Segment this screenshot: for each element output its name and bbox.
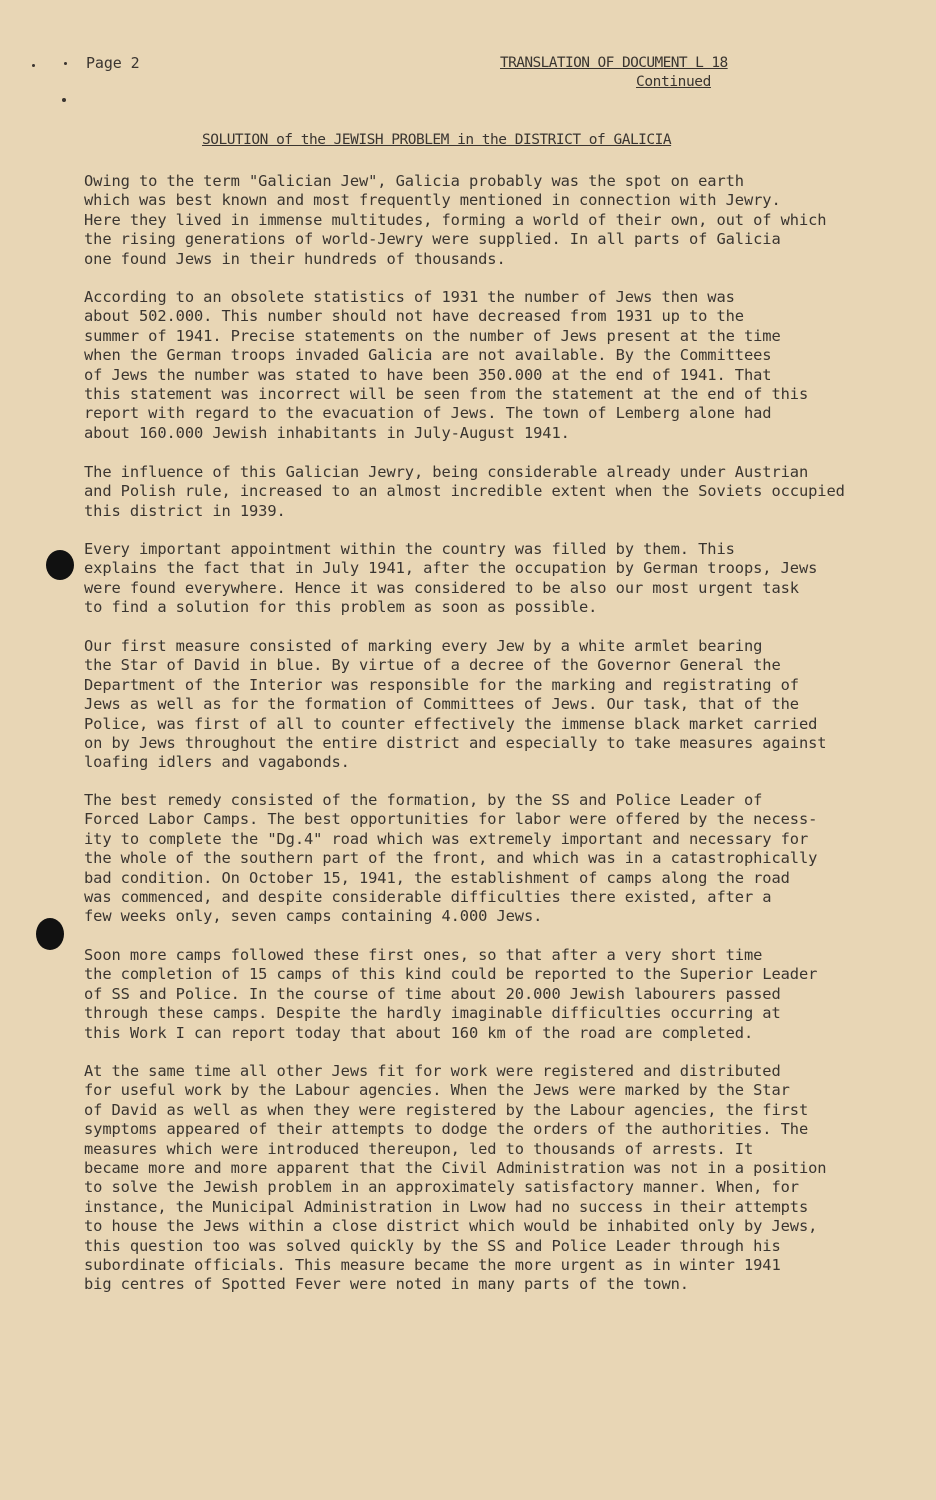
document-heading — [500, 54, 780, 92]
paragraph: According to an obsolete statistics of 1931 the number of Jews then was about 502.000. This number should not have decreased from 1931 up to the summer of 1941. Precise statements on the number of Jews present at the time when the German troops invaded Galicia are not available. By the Committees of Jews the number was stated to have been 350.000 at the end of 1941. That this statement was incorrect will be seen from the statement at the end of this report with regard to the evacuation of Jews. The town of Lemberg alone had about 160.000 Jewish inhabitants in July-August 1941. — [84, 288, 809, 442]
paragraph: The influence of this Galician Jewry, being considerable already under Austrian and Polish rule, increased to an almost incredible extent when the Soviets occupied this district in 1939. — [84, 463, 845, 520]
margin-mark — [64, 62, 67, 65]
paragraph: The best remedy consisted of the formation, by the SS and Police Leader of Forced Labor Camps. The best opportunities for labor were offered by the necess- ity to complete the "Dg.4" road which was extremely important and necessary for the whole of the southern part of the front, and which was in a catastrophically bad condition. On October 15, 1941, the establishment of camps along the road was commenced, and despite considerable difficulties there existed, after a few weeks only, seven camps containing 4.000 Jews. — [84, 791, 818, 926]
paragraph: At the same time all other Jews fit for work were registered and distributed for useful work by the Labour agencies. When the Jews were marked by the Star of David as well as when they were registered by the Labour agencies, the first symptoms appeared of their attempts to dodge the orders of the authorities. The measures which were introduced thereupon, led to thousands of arrests. It became more and more apparent that the Civil Administration was not in a position to solve the Jewish problem in an approximately satisfactory manner. When, for instance, the Municipal Administration in Lwow had no success in their attempts to house the Jews within a close district which would be inhabited only by Jews, this question too was solved quickly by the SS and Police Leader through his subordinate officials. This measure became the more urgent as in winter 1941 big centres of Spotted Fever were noted in many parts of the town. — [84, 1062, 827, 1294]
document-title: TRANSLATION OF DOCUMENT L 18 — [500, 55, 728, 71]
punch-hole — [46, 550, 74, 580]
margin-mark — [32, 64, 35, 67]
paragraph: Our first measure consisted of marking every Jew by a white armlet bearing the Star of David in blue. By virtue of a decree of the Governor General the Department of the Interior was responsible for the marking and registrating of Jews as well as for the formation of Committees of Jews. Our task, that of the Police, was first of all to counter effectively the immense black market carried on by Jews throughout the entire district and especially to take measures against loafing idlers and vagabonds. — [84, 637, 827, 772]
punch-hole — [36, 918, 64, 950]
page-number: Page 2 — [86, 54, 140, 72]
section-title: SOLUTION of the JEWISH PROBLEM in the DISTRICT of GALICIA — [202, 132, 672, 148]
margin-mark — [62, 98, 66, 102]
paragraph: Soon more camps followed these first ones, so that after a very short time the completion of 15 camps of this kind could be reported to the Superior Leader of SS and Police. In the course of time about 20.000 Jewish labourers passed through these camps. Despite the hardly imaginable difficulties occurring at this Work I can report today that about 160 km of the road are completed. — [84, 946, 818, 1042]
continued-label: Continued — [636, 74, 711, 90]
paragraph: Every important appointment within the country was filled by them. This explains the fact that in July 1941, after the occupation by German troops, Jews were found everywhere. Hence it was considered to be also our most urgent task to find a solution for this problem as soon as possible. — [84, 540, 818, 617]
paragraph: Owing to the term "Galician Jew", Galicia probably was the spot on earth which was best known and most frequently mentioned in connection with Jewry. Here they lived in immense multitudes, forming a world of their own, out of which the rising generations of world-Jewry were supplied. In all parts of Galicia one found Jews in their hundreds of thousands. — [84, 172, 827, 268]
